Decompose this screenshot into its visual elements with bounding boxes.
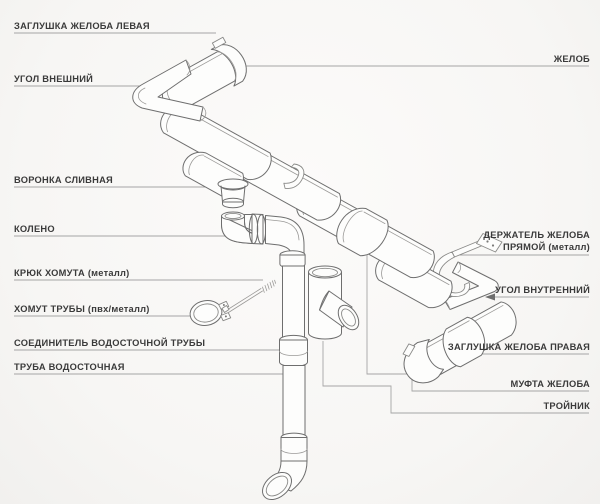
label-gutter: ЖЕЛОБ bbox=[553, 54, 590, 64]
label-gutter-coupling: МУФТА ЖЕЛОБА bbox=[510, 379, 590, 389]
pipe-connector-drawing bbox=[280, 335, 308, 366]
downpipe-drawing bbox=[257, 266, 307, 504]
label-gutter-holder-line2: ПРЯМОЙ (металл) bbox=[503, 242, 590, 252]
label-gutter-end-cap-left: ЗАГЛУШКА ЖЕЛОБА ЛЕВАЯ bbox=[14, 21, 150, 31]
label-elbow: КОЛЕНО bbox=[14, 224, 55, 234]
label-clamp-hook: КРЮК ХОМУТА (металл) bbox=[14, 268, 130, 278]
label-outer-corner: УГОЛ ВНЕШНИЙ bbox=[14, 74, 94, 84]
clamp-hook-screw-drawing bbox=[222, 280, 276, 312]
downpipe-elbow-drawing bbox=[257, 461, 307, 504]
label-inner-corner: УГОЛ ВНУТРЕННИЙ bbox=[495, 285, 590, 295]
elbow-drawing bbox=[222, 212, 306, 268]
label-pipe-clamp: ХОМУТ ТРУБЫ (пвх/металл) bbox=[14, 304, 150, 314]
label-gutter-end-cap-right: ЗАГЛУШКА ЖЕЛОБА ПРАВАЯ bbox=[447, 342, 590, 352]
label-tee: ТРОЙНИК bbox=[543, 401, 590, 411]
label-gutter-holder bbox=[483, 229, 590, 253]
tee-drawing bbox=[309, 266, 363, 339]
label-funnel: ВОРОНКА СЛИВНАЯ bbox=[14, 175, 113, 185]
label-pipe-connector: СОЕДИНИТЕЛЬ ВОДОСТОЧНОЙ ТРУБЫ bbox=[14, 338, 206, 348]
label-downpipe: ТРУБА ВОДОСТОЧНАЯ bbox=[14, 362, 125, 372]
label-gutter-holder-line1: ДЕРЖАТЕЛЬ ЖЕЛОБА bbox=[483, 230, 590, 240]
